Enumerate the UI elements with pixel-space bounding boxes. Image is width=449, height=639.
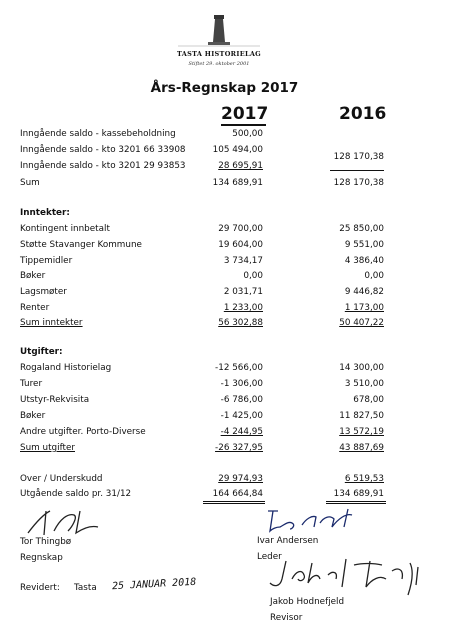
income-row-2017: 0,00 [243, 271, 263, 281]
income-row-label: Støtte Stavanger Kommune [20, 240, 142, 250]
org-name: TASTA HISTORIELAG [176, 50, 262, 58]
income-row-2017: 3 734,17 [223, 256, 263, 266]
closing-balance-label: Utgående saldo pr. 31/12 [20, 489, 132, 499]
year-previous-header: 2016 [339, 104, 387, 124]
expense-row-2017: -1 306,00 [220, 379, 263, 389]
revised-label: Revidert: [20, 583, 60, 593]
treasurer-name: Tor Thingbø [20, 537, 72, 547]
income-row-2016: 0,00 [364, 271, 384, 281]
income-row-2016: 25 850,00 [339, 224, 384, 234]
opening-row-2017: 105 494,00 [212, 145, 263, 155]
opening-sum-2017: 134 689,91 [212, 178, 263, 188]
expense-row-2016: 3 510,00 [344, 379, 384, 389]
expense-row-2016: 11 827,50 [339, 411, 384, 421]
opening-row-label: Inngående saldo - kto 3201 66 33908 [20, 145, 186, 155]
auditor-role: Revisor [270, 613, 303, 623]
closing-double-line-2016 [326, 501, 386, 502]
income-heading: Inntekter: [20, 208, 70, 218]
auditor-name: Jakob Hodnefjeld [270, 597, 345, 607]
org-subtitle: Stiftet 29. oktober 2001 [188, 61, 250, 67]
expense-row-label: Rogaland Historielag [20, 363, 112, 373]
income-row-2016: 9 551,00 [344, 240, 384, 250]
opening-row-2017: 500,00 [232, 129, 263, 139]
income-row-2016: 1 173,00 [344, 303, 384, 313]
income-row-label: Renter [20, 303, 50, 313]
year-current-underline [221, 124, 266, 126]
leader-name: Ivar Andersen [257, 536, 319, 546]
opening-row-2016: 128 170,38 [333, 152, 384, 162]
expense-row-label: Andre utgifter. Porto-Diverse [20, 427, 146, 437]
income-sum-label: Sum inntekter [20, 318, 83, 328]
leader-role: Leder [257, 552, 282, 562]
expense-row-2017: -4 244,95 [220, 427, 263, 437]
closing-balance-2016: 134 689,91 [333, 489, 384, 499]
page-title: Års-Regnskap 2017 [150, 80, 299, 96]
income-row-label: Bøker [20, 271, 46, 281]
expense-row-2016: 678,00 [353, 395, 384, 405]
income-row-2017: 19 604,00 [218, 240, 263, 250]
opening-divider-2016 [330, 170, 384, 171]
income-sum-2017: 56 302,88 [218, 318, 263, 328]
income-row-2017: 2 031,71 [223, 287, 263, 297]
surplus-2016: 6 519,53 [344, 474, 384, 484]
org-logo [158, 12, 280, 72]
expense-row-2017: -12 566,00 [215, 363, 263, 373]
tower-icon [158, 12, 280, 50]
income-row-label: Kontingent innbetalt [20, 224, 110, 234]
expenses-sum-label: Sum utgifter [20, 443, 75, 453]
opening-sum-2016: 128 170,38 [333, 178, 384, 188]
signature-treasurer [24, 505, 114, 541]
closing-double-line-2017 [203, 503, 265, 504]
income-row-label: Lagsmøter [20, 287, 67, 297]
expenses-sum-2017: -26 327,95 [215, 443, 263, 453]
closing-balance-2017: 164 664,84 [212, 489, 263, 499]
expenses-sum-2016: 43 887,69 [339, 443, 384, 453]
expense-row-label: Utstyr-Rekvisita [20, 395, 90, 405]
signature-auditor [262, 557, 432, 599]
expense-row-2017: -1 425,00 [220, 411, 263, 421]
income-row-2016: 9 446,82 [344, 287, 384, 297]
surplus-2017: 29 974,93 [218, 474, 263, 484]
income-row-2017: 29 700,00 [218, 224, 263, 234]
closing-double-line-2016 [326, 503, 386, 504]
revised-date: 25 JANUAR 2018 [111, 576, 197, 593]
expense-row-2016: 13 572,19 [339, 427, 384, 437]
expense-row-label: Turer [20, 379, 43, 389]
surplus-label: Over / Underskudd [20, 474, 103, 484]
expense-row-2016: 14 300,00 [339, 363, 384, 373]
opening-row-label: Inngående saldo - kto 3201 29 93853 [20, 161, 186, 171]
closing-double-line-2017 [203, 501, 265, 502]
revised-place: Tasta [74, 583, 97, 593]
treasurer-role: Regnskap [20, 553, 63, 563]
income-row-label: Tippemidler [20, 256, 73, 266]
opening-sum-label: Sum [20, 178, 40, 188]
signature-leader [262, 505, 372, 535]
opening-row-label: Inngående saldo - kassebeholdning [20, 129, 176, 139]
expense-row-2017: -6 786,00 [220, 395, 263, 405]
income-sum-2016: 50 407,22 [339, 318, 384, 328]
expense-row-label: Bøker [20, 411, 46, 421]
income-row-2016: 4 386,40 [344, 256, 384, 266]
year-current-header: 2017 [221, 104, 269, 124]
expenses-heading: Utgifter: [20, 347, 63, 357]
opening-row-2017: 28 695,91 [218, 161, 263, 171]
income-row-2017: 1 233,00 [223, 303, 263, 313]
